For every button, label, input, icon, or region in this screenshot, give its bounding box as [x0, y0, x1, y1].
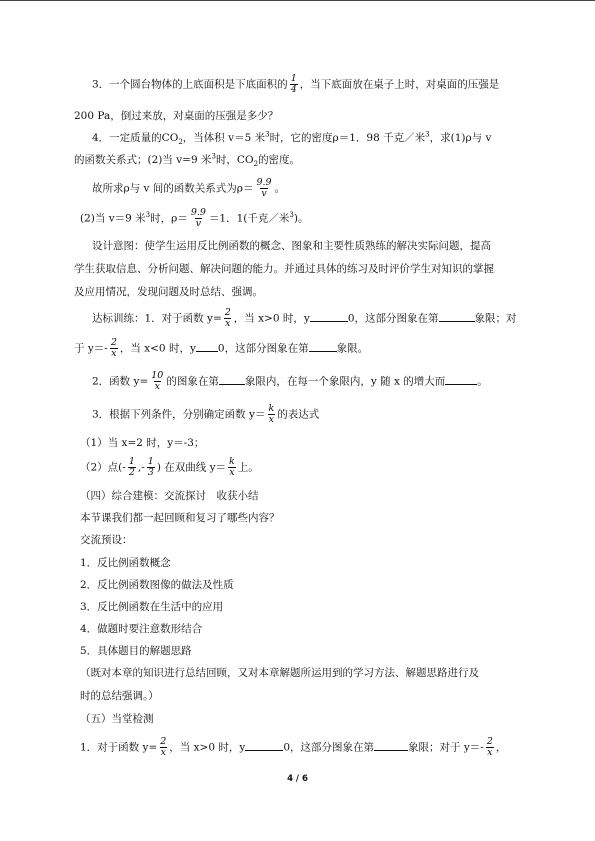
fraction-2-over-x: $\frac{2}{x}$	[160, 736, 167, 758]
list-item: 5．具体题目的解题思路	[80, 645, 192, 657]
text: ，当下底面放在桌子上时，对桌面的压强是	[299, 78, 500, 91]
fraction-one-quarter: $\frac{1}{4}$	[290, 73, 297, 95]
problem-4-line-1: 4．一定质量的$CO_2$，当体积 v＝5 米$^3$时，它的密度ρ＝1．98 千克／米$^3$，求(1)ρ与 v	[92, 130, 492, 147]
fraction-k-over-x: $\frac{k}{x}$	[268, 403, 275, 425]
list-item: 2．反比例函数图像的做法及性质	[80, 579, 234, 591]
fraction-9.9-over-v: $\frac{9.9}{v}$	[190, 207, 206, 229]
answer-blank[interactable]	[310, 310, 348, 322]
problem-3-line-2: 200 Pa，倒过来放，对桌面的压强是多少？	[74, 110, 279, 122]
fraction-2-over-x: $\frac{2}{x}$	[110, 337, 117, 359]
section-4-note-line-2: 时的总结强调。）	[80, 690, 159, 702]
design-intent-line-3: 及应用情况，发现问题及时总结、强调。	[74, 286, 263, 298]
fraction-10-over-x: $\frac{10}{x}$	[151, 370, 164, 392]
section-4-preset: 交流预设：	[80, 534, 133, 546]
fraction-1-over-3: $\frac{1}{3}$	[147, 456, 154, 478]
section-4-question: 本节课我们都一起回顾和复习了哪些内容？	[80, 512, 280, 524]
drill-question-2: 2．函数 y= $\frac{10}{x}$ 的图象在第 象限内，在每一个象限内，y 随 x 的增大而 。	[92, 370, 488, 392]
answer-blank[interactable]	[439, 310, 475, 322]
page-number: 4 / 6	[287, 774, 308, 784]
list-item: 4．做题时要注意数形结合	[80, 623, 203, 635]
drill-condition-1: （1）当 x=2 时，y＝-3；	[80, 437, 205, 449]
answer-blank[interactable]	[219, 373, 245, 385]
problem-4-solution-2: (2)当 v＝9 米$^3$时，ρ＝ $\frac{9.9}{v}$ ＝1．1(千克／米$^3$)。	[80, 207, 309, 229]
section-4-note-line-1: （既对本章的知识进行总结回顾，又对本章解题所运用到的学习方法、解题思路进行及	[80, 667, 479, 679]
problem-3-line-1	[92, 74, 499, 95]
fraction-k-over-x: $\frac{k}{x}$	[229, 456, 235, 478]
answer-blank[interactable]	[445, 373, 477, 385]
fraction-2-over-x: $\frac{2}{x}$	[224, 307, 231, 329]
fraction-9.9-over-v: $\frac{9.9}{v}$	[256, 177, 272, 199]
drill-question-3: 3．根据下列条件，分别确定函数 y＝ $\frac{k}{x}$ 的表达式	[92, 403, 320, 425]
answer-blank[interactable]	[309, 340, 337, 352]
problem-4-line-2: 的函数关系式；(2)当 v=9 米$^3$时，$CO_2$的密度。	[74, 152, 301, 169]
design-intent-line-1: 设计意图：使学生运用反比例函数的概念、图象和主要性质熟练的解决实际问题，提高	[92, 240, 491, 252]
fraction-1-over-2: $\frac{1}{2}$	[128, 456, 135, 478]
page-top-rule	[0, 0, 595, 1]
drill-condition-2: （2）点(- $\frac{1}{2}$ ,- $\frac{1}{3}$ ) 在双曲线 y＝ $\frac{k}{x}$ 上。	[80, 456, 259, 478]
fraction-2-over-x: $\frac{2}{x}$	[486, 736, 493, 758]
section-5-title: （五）当堂检测	[80, 713, 154, 725]
list-item: 3．反比例函数在生活中的应用	[80, 601, 224, 613]
section-4-title: （四）综合建模：交流探讨 收获小结	[80, 490, 259, 502]
drill-line-1: 达标训练：1．对于函数 y= $\frac{2}{x}$ ，当 x>0 时，y 0，这部分图象在第 象限；对	[92, 307, 517, 329]
design-intent-line-2: 学生获取信息、分析问题、解决问题的能力。并通过具体的练习及时评价学生对知识的掌握	[74, 263, 494, 275]
list-item: 1．反比例函数概念	[80, 557, 171, 569]
answer-blank[interactable]	[374, 739, 408, 751]
answer-blank[interactable]	[245, 739, 283, 751]
section-5-question-1: 1．对于函数 y= $\frac{2}{x}$ ，当 x>0 时，y 0，这部分图象在第 象限；对于 y＝- $\frac{2}{x}$ ，	[80, 736, 507, 758]
problem-4-solution-1: 故所求ρ与 v 间的函数关系式为ρ＝ $\frac{9.9}{v}$ 。	[92, 177, 286, 199]
drill-line-2: 于 y＝- $\frac{2}{x}$ ，当 x<0 时，y 0，这部分图象在第 象限。	[74, 337, 369, 359]
text: 3．一个圆台物体的上底面积是下底面积的	[92, 78, 288, 91]
answer-blank[interactable]	[196, 340, 218, 352]
